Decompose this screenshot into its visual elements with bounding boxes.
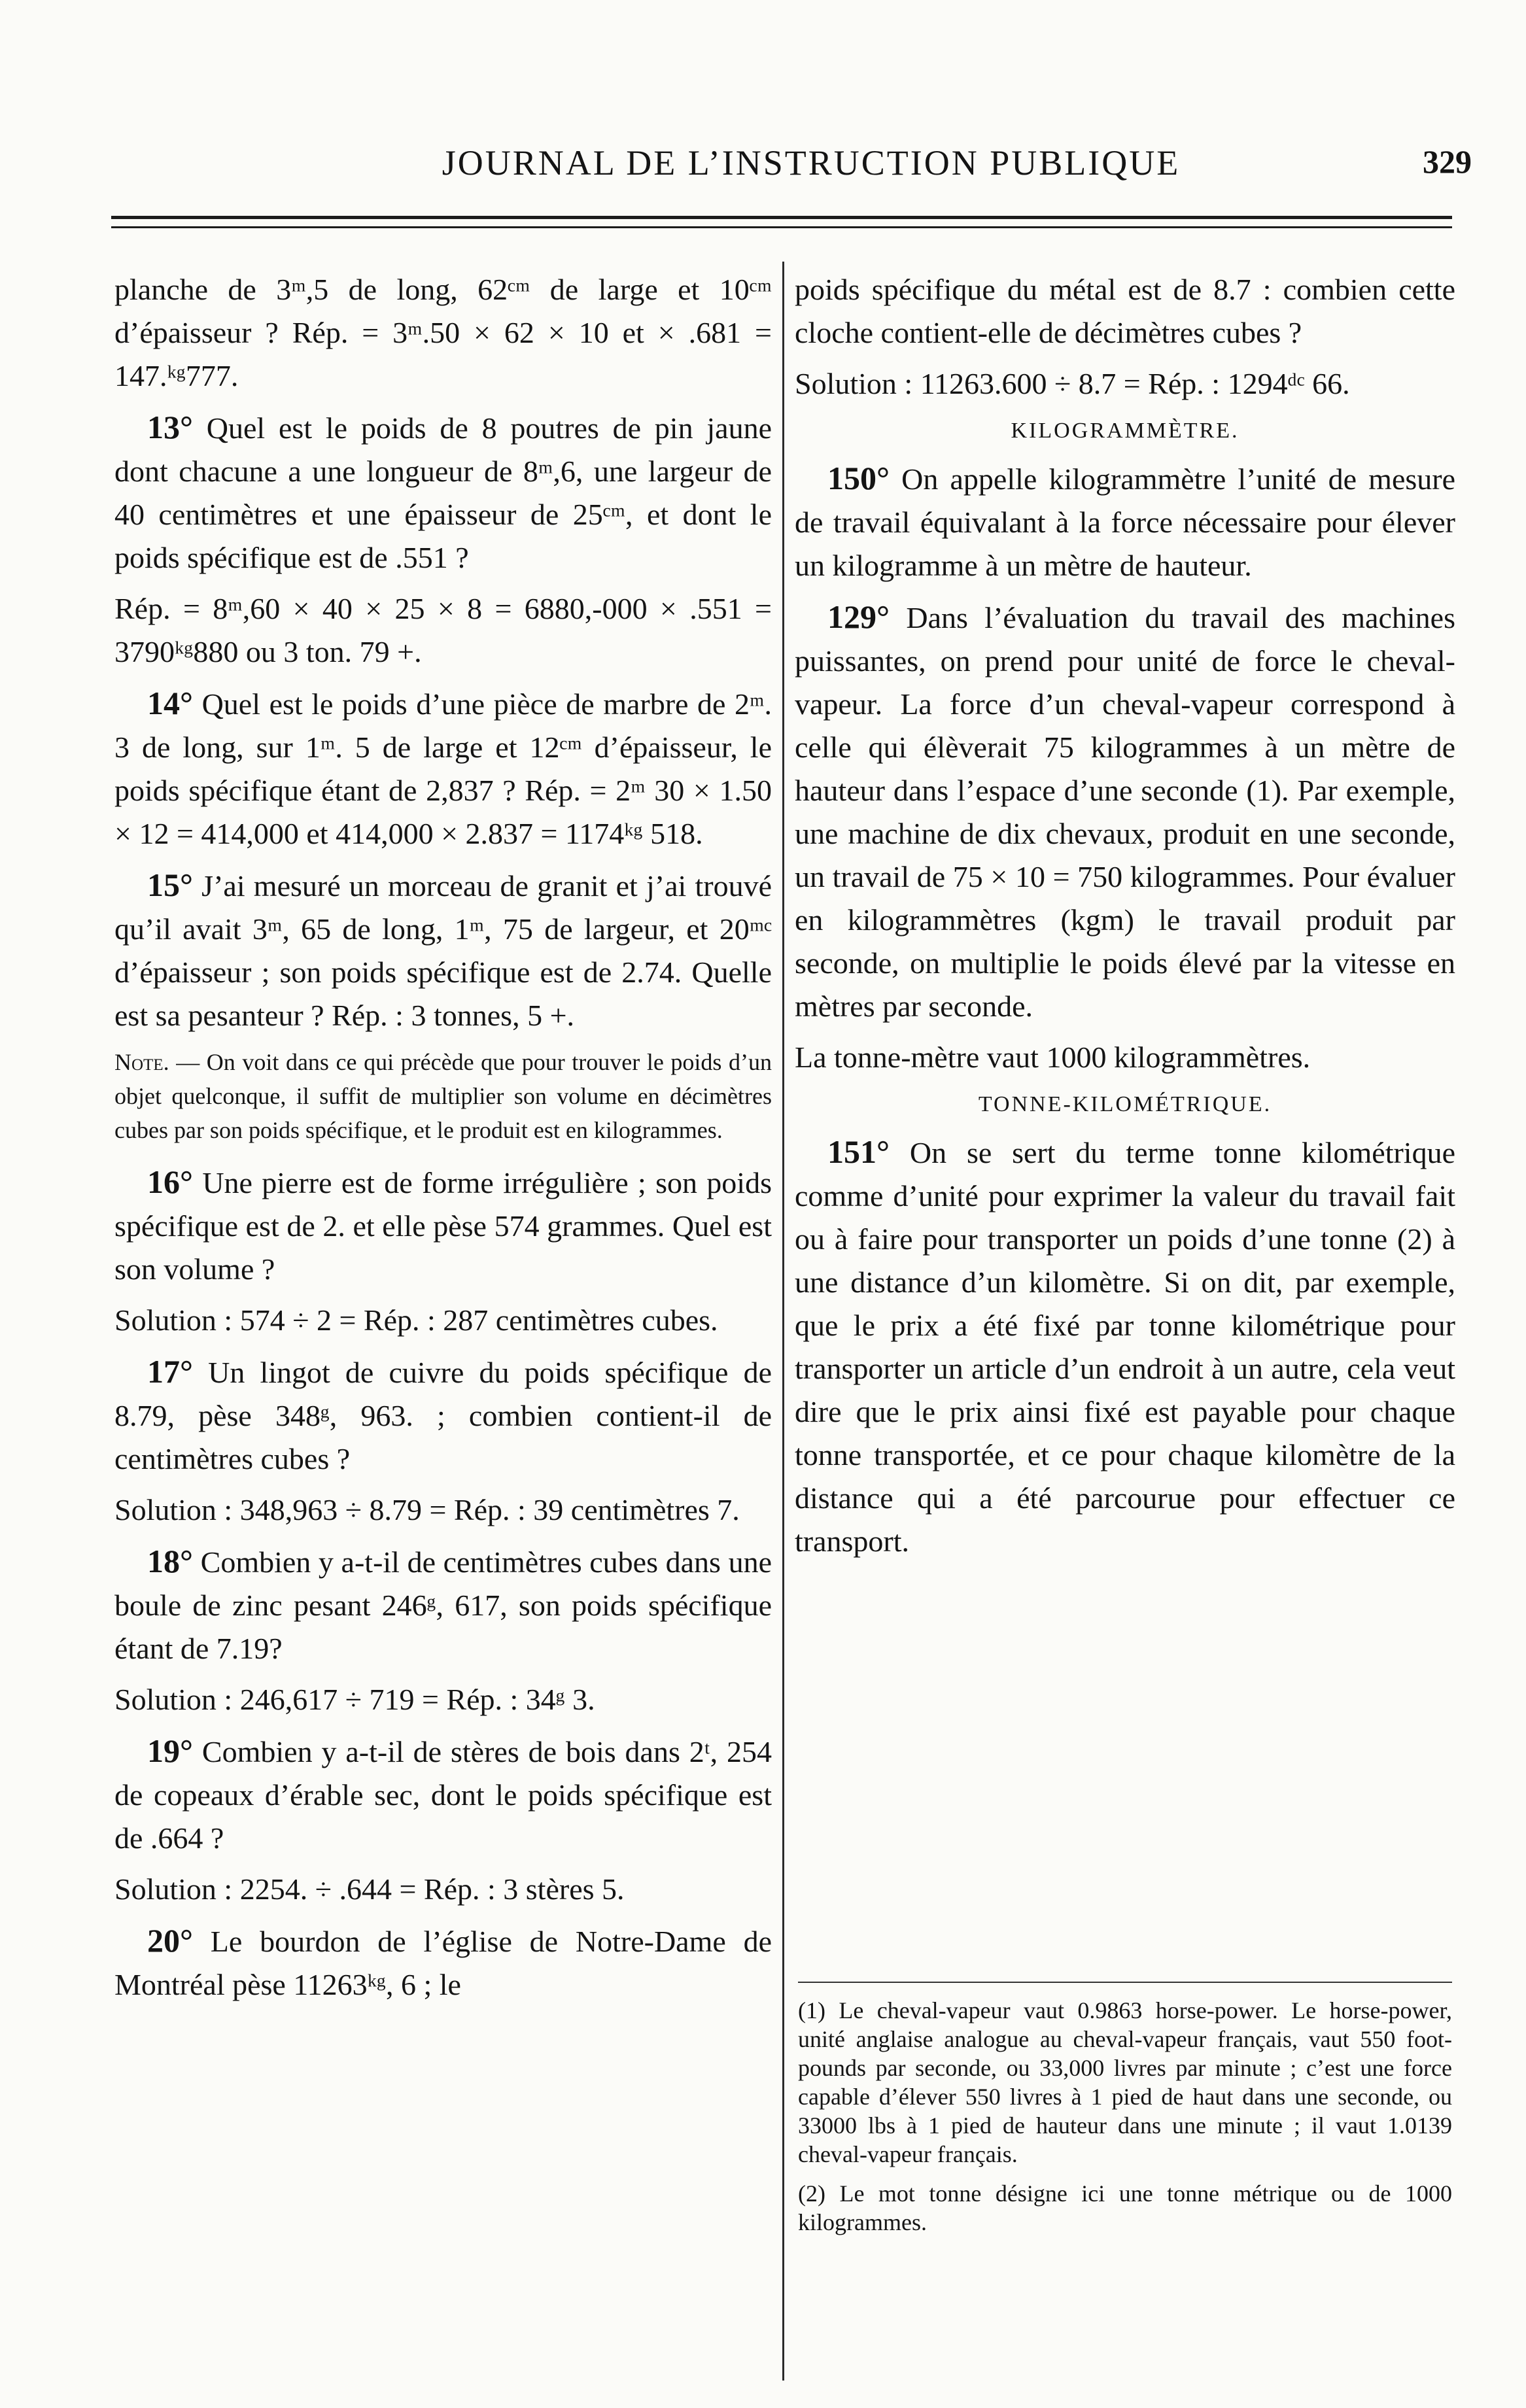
paragraph-p-cont: [114, 268, 772, 398]
paragraph-p13-rep: [114, 587, 772, 674]
paragraph-text: Une pierre est de forme irrégulière ; son poids spécifique est de 2. et elle pèse 574 grammes. Quel est son volume ?: [114, 1166, 772, 1286]
section-title-tonne-kilometrique: TONNE-KILOMÉTRIQUE.: [978, 1092, 1272, 1116]
paragraph-r-sol: [795, 362, 1455, 405]
footnote-fn2: (2) Le mot tonne désigne ici une tonne métrique ou de 1000 kilogrammes.: [798, 2180, 1452, 2235]
paragraph-text: planche de 3ᵐ,5 de long, 62ᶜᵐ de large et 10ᶜᵐ d’épaisseur ? Rép. = 3ᵐ.50 × 62 × 10 et × .681 = 147.ᵏᵍ777.: [114, 273, 772, 392]
paragraph-p18-sol: [114, 1678, 772, 1721]
paragraph-p20: [114, 1919, 772, 2006]
page-number: 329: [1423, 143, 1472, 180]
paragraph-p150: [795, 456, 1455, 587]
section-title-kilogrammetre: KILOGRAMMÈTRE.: [1011, 419, 1240, 443]
problem-number: 17°: [147, 1353, 193, 1390]
running-title: JOURNAL DE L’INSTRUCTION PUBLIQUE: [442, 143, 1181, 182]
problem-number: Note.: [114, 1049, 169, 1075]
problem-number: 14°: [147, 685, 193, 721]
paragraph-text: Solution : 348,963 ÷ 8.79 = Rép. : 39 centimètres 7.: [114, 1493, 740, 1526]
problem-number: 18°: [147, 1543, 193, 1579]
paragraph-p13: [114, 405, 772, 579]
paragraph-text: Solution : 2254. ÷ .644 = Rép. : 3 stères 5.: [114, 1872, 625, 1906]
paragraph-p16-sol: [114, 1299, 772, 1342]
problem-number: 129°: [827, 598, 890, 635]
paragraph-p129: [795, 595, 1455, 1028]
paragraph-p-tonne: [795, 1036, 1455, 1079]
left-column: [114, 268, 772, 2387]
paragraph-text: Combien y a-t-il de centimètres cubes dans une boule de zinc pesant 246ᵍ, 617, son poids spécifique étant de 7.19?: [114, 1545, 772, 1665]
paragraph-text: On se sert du terme tonne kilométrique comme d’unité pour exprimer la valeur du travail fait ou à faire pour transporter un poids d’une tonne (2) à une distance d’un kilomètre. Si on dit, par exemple, que le prix a été fixé par tonne kilométrique pour transporter un article d’un endroit à un autre, cela veut dire que le prix ainsi fixé est payable pour chaque tonne transportée, et ce pour chaque kilomètre de la distance qui a été parcourue pour effectuer ce transport.: [795, 1136, 1455, 1558]
paragraph-text: Rép. = 8ᵐ,60 × 40 × 25 × 8 = 6880,-000 × .551 = 3790ᵏᵍ880 ou 3 ton. 79 +.: [114, 592, 772, 668]
header-rule-thick: [111, 216, 1452, 219]
paragraph-p15: [114, 863, 772, 1037]
problem-number: 19°: [147, 1732, 193, 1769]
paragraph-p16: [114, 1160, 772, 1291]
problem-number: 150°: [827, 460, 890, 496]
problem-number: 20°: [147, 1922, 193, 1959]
paragraph-text: J’ai mesuré un morceau de granit et j’ai trouvé qu’il avait 3ᵐ, 65 de long, 1ᵐ, 75 de largeur, et 20ᵐᶜ d’épaisseur ; son poids spécifique est de 2.74. Quelle est sa pesanteur ? Rép. : 3 tonnes, 5 +.: [114, 869, 772, 1032]
paragraph-note: [114, 1045, 772, 1147]
paragraph-p17-sol: [114, 1488, 772, 1532]
paragraph-text: Quel est le poids d’une pièce de marbre de 2ᵐ. 3 de long, sur 1ᵐ. 5 de large et 12ᶜᵐ d’épaisseur, le poids spécifique étant de 2,837 ? Rép. = 2ᵐ 30 × 1.50 × 12 = 414,000 et 414,000 × 2.837 = 1174ᵏᵍ 518.: [114, 687, 772, 850]
paragraph-p151: [795, 1130, 1455, 1563]
section-kilogrammetre: [795, 456, 1455, 1079]
column-divider: [782, 262, 784, 2381]
paragraph-r-cont: [795, 268, 1455, 354]
footnotes: [798, 1982, 1452, 2247]
paragraph-text: Solution : 574 ÷ 2 = Rép. : 287 centimètres cubes.: [114, 1303, 718, 1337]
paragraph-text: Un lingot de cuivre du poids spécifique de 8.79, pèse 348ᵍ, 963. ; combien contient-il de centimètres cubes ?: [114, 1356, 772, 1475]
header-rule-thin: [111, 226, 1452, 228]
paragraph-p14: [114, 681, 772, 855]
paragraph-p18: [114, 1539, 772, 1670]
paragraph-text: poids spécifique du métal est de 8.7 : combien cette cloche contient-elle de décimètres cubes ?: [795, 273, 1455, 349]
paragraph-text: La tonne-mètre vaut 1000 kilogrammètres.: [795, 1041, 1311, 1074]
problem-number: 16°: [147, 1163, 193, 1200]
paragraph-p17: [114, 1350, 772, 1481]
paragraph-text: Solution : 11263.600 ÷ 8.7 = Rép. : 1294ᵈᶜ 66.: [795, 367, 1350, 400]
paragraph-text: Combien y a-t-il de stères de bois dans 2ᵗ, 254 de copeaux d’érable sec, dont le poids spécifique est de .664 ?: [114, 1735, 772, 1855]
paragraph-p19-sol: [114, 1868, 772, 1911]
problem-number: 13°: [147, 409, 193, 445]
paragraph-p19: [114, 1729, 772, 1860]
paragraph-text: Le bourdon de l’église de Notre-Dame de Montréal pèse 11263ᵏᵍ, 6 ; le: [114, 1925, 772, 2001]
problem-number: 15°: [147, 867, 193, 903]
problem-number: 151°: [827, 1133, 890, 1170]
paragraph-text: — On voit dans ce qui précède que pour trouver le poids d’un objet quelconque, il suffit de multiplier son volume en décimètres cubes par son poids spécifique, et le produit est en kilogrammes.: [114, 1049, 772, 1143]
footnote-fn1: (1) Le cheval-vapeur vaut 0.9863 horse-power. Le horse-power, unité anglaise analogue au cheval-vapeur français, vaut 550 foot-pounds par seconde, ou 33,000 livres par minute ; c’est une force capable d’élever 550 livres à 1 pied de haut dans une seconde, ou 33000 lbs à 1 pied de hauteur dans une minute ; il vaut 1.0139 cheval-vapeur français.: [798, 1997, 1452, 2167]
page-header: [111, 143, 1472, 201]
paragraph-text: Quel est le poids de 8 poutres de pin jaune dont chacune a une longueur de 8ᵐ,6, une largeur de 40 centimètres et une épaisseur de 25ᶜᵐ, et dont le poids spécifique est de .551 ?: [114, 411, 772, 574]
section-tonne-kilometrique: [795, 1130, 1455, 1563]
right-intro: [795, 268, 1455, 405]
paragraph-text: On appelle kilogrammètre l’unité de mesure de travail équivalant à la force nécessaire pour élever un kilogramme à un mètre de hauteur.: [795, 462, 1455, 582]
paragraph-text: Dans l’évaluation du travail des machines puissantes, on prend pour unité de force le cheval-vapeur. La force d’un cheval-vapeur correspond à celle qui élèverait 75 kilogrammes à un mètre de hauteur dans l’espace d’une seconde (1). Par exemple, une machine de dix chevaux, produit en une seconde, un travail de 75 × 10 = 750 kilogrammes. Pour évaluer en kilogrammètres (kgm) le travail produit par seconde, on multiplie le poids élevé par la vitesse en mètres par seconde.: [795, 601, 1455, 1023]
paragraph-text: Solution : 246,617 ÷ 719 = Rép. : 34ᵍ 3.: [114, 1683, 595, 1716]
